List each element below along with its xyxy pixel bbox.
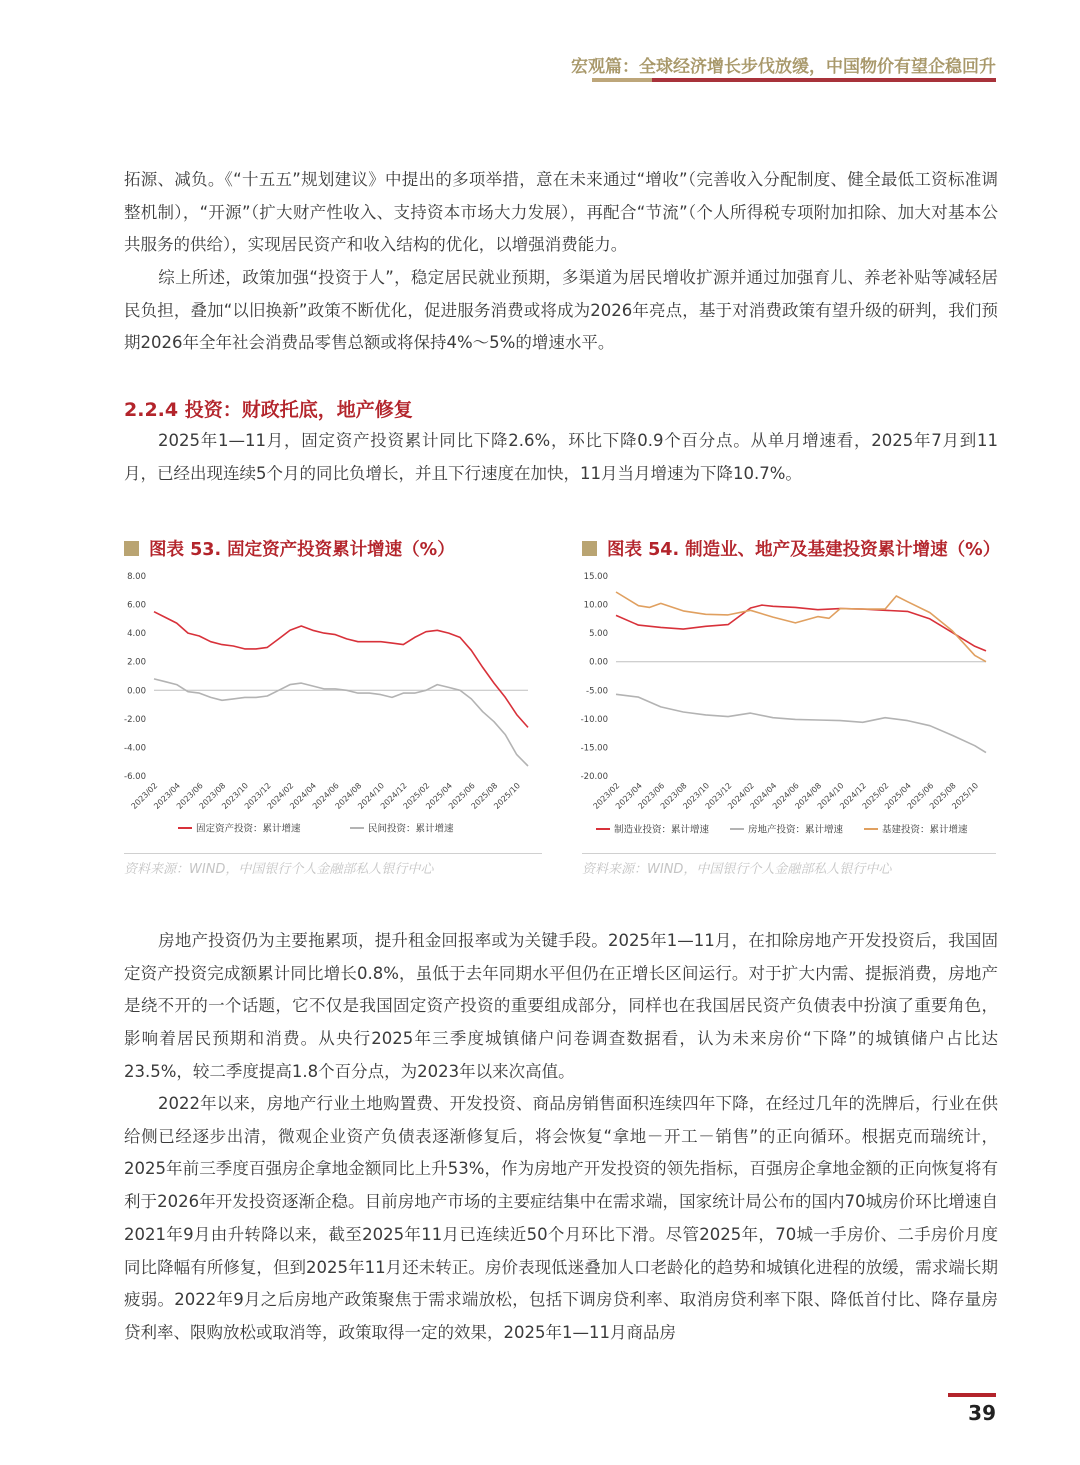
x-tick-label: 2023/04 <box>152 781 183 811</box>
x-tick-label: 2024/06 <box>310 781 341 811</box>
x-tick-label: 2025/04 <box>424 781 455 811</box>
y-tick-label: 5.00 <box>589 629 608 640</box>
section-title: 2.2.4 投资：财政托底，地产修复 <box>124 399 413 421</box>
chart-53 <box>118 562 544 848</box>
y-tick-label: -6.00 <box>124 772 146 782</box>
y-tick-label: -5.00 <box>586 686 608 697</box>
chart-54 <box>578 562 998 848</box>
legend-label-2: 基建投资：累计增速 <box>882 824 968 836</box>
series-line-1 <box>154 679 528 766</box>
x-tick-label: 2023/08 <box>658 781 689 811</box>
series-line-0 <box>154 612 528 728</box>
y-tick-label: 0.00 <box>127 686 146 697</box>
page-header-title: 宏观篇：全球经济增长步伐放缓，中国物价有望企稳回升 <box>571 57 996 77</box>
y-tick-label: -4.00 <box>124 743 146 754</box>
x-tick-label: 2025/08 <box>927 781 958 811</box>
legend-label-0: 制造业投资：累计增速 <box>614 824 710 836</box>
x-tick-label: 2024/10 <box>815 781 846 811</box>
chart-title-square-icon <box>582 541 597 556</box>
x-tick-label: 2023/06 <box>636 781 667 811</box>
x-tick-label: 2024/12 <box>378 781 409 811</box>
page-number: 39 <box>968 1401 996 1425</box>
y-tick-label: 10.00 <box>583 600 608 611</box>
paragraph-5-text: 2022年以来，房地产行业土地购置费、开发投资、商品房销售面积连续四年下降，在经过几年的洗牌后，行业在供给侧已经逐步出清，微观企业资产负债表逐渐修复后，将会恢复“拿地－开工－销售”的正向循环。根据克而瑞统计，2025年前三季度百强房企拿地金额同比上升53%，作为房地产开发投资的领先指标，百强房企拿地金额的正向恢复将有利于2026年开发投资逐渐企稳。目前房地产市场的主要症结集中在需求端，国家统计局公布的国内70城房价环比增速自2021年9月由升转降以来，截至2025年11月已连续近50个月环比下滑。尽管2025年，70城一手房价、二手房价月度同比降幅有所修复，但到2025年11月还未转正。房价表现低迷叠加人口老龄化的趋势和城镇化进程的放缓，需求端长期疲弱。2022年9月之后房地产政策聚焦于需求端放松，包括下调房贷利率、取消房贷利率下限、降低首付比、降存量房贷利率、限购放松或取消等，政策取得一定的效果，2025年1—11月商品房 <box>124 1094 998 1342</box>
x-tick-label: 2025/02 <box>401 781 432 811</box>
x-tick-label: 2024/04 <box>748 781 779 811</box>
x-tick-label: 2024/02 <box>265 781 296 811</box>
x-tick-label: 2023/10 <box>220 781 251 811</box>
y-tick-label: 4.00 <box>127 629 146 640</box>
legend-label-1: 民间投资：累计增速 <box>368 823 454 835</box>
chart-53-divider <box>124 853 542 854</box>
y-tick-label: -2.00 <box>124 714 146 725</box>
paragraph-5 <box>124 1088 998 1350</box>
x-tick-label: 2024/02 <box>726 781 756 811</box>
x-tick-label: 2024/06 <box>770 781 801 811</box>
chart-title-square-icon <box>124 541 139 556</box>
x-tick-label: 2024/10 <box>356 781 387 811</box>
x-tick-label: 2024/12 <box>838 781 869 811</box>
x-tick-label: 2023/12 <box>703 781 734 811</box>
y-tick-label: 0.00 <box>589 657 608 668</box>
page-number-bar <box>948 1393 996 1397</box>
y-tick-label: -15.00 <box>580 743 608 754</box>
series-line-2 <box>616 592 986 662</box>
y-tick-label: -20.00 <box>580 772 608 782</box>
x-tick-label: 2023/04 <box>613 781 644 811</box>
y-tick-label: -10.00 <box>580 714 608 725</box>
paragraph-2 <box>124 262 998 360</box>
legend-label-0: 固定资产投资：累计增速 <box>196 823 301 835</box>
chart-54-title: 图表 54. 制造业、地产及基建投资累计增速（%） <box>582 536 1000 561</box>
chart-54-divider <box>582 853 996 854</box>
x-tick-label: 2023/08 <box>197 781 228 811</box>
x-tick-label: 2023/02 <box>129 781 160 811</box>
y-tick-label: 8.00 <box>127 572 146 582</box>
x-tick-label: 2023/12 <box>242 781 273 811</box>
series-line-0 <box>616 605 986 651</box>
x-tick-label: 2024/08 <box>333 781 364 811</box>
x-tick-label: 2023/10 <box>681 781 712 811</box>
x-tick-label: 2025/02 <box>860 781 891 811</box>
paragraph-4 <box>124 925 998 1089</box>
y-tick-label: 2.00 <box>127 657 146 668</box>
x-tick-label: 2025/10 <box>950 781 981 811</box>
x-tick-label: 2023/02 <box>591 781 622 811</box>
x-tick-label: 2023/06 <box>174 781 205 811</box>
chart-53-title: 图表 53. 固定资产投资累计增速（%） <box>124 536 455 561</box>
paragraph-4-text: 房地产投资仍为主要拖累项，提升租金回报率或为关键手段。2025年1—11月，在扣除房地产开发投资后，我国固定资产投资完成额累计同比增长0.8%，虽低于去年同期水平但仍在正增长区间运行。对于扩大内需、提振消费，房地产是绕不开的一个话题，它不仅是我国固定资产投资的重要组成部分，同样也在我国居民资产负债表中扮演了重要角色，影响着居民预期和消费。从央行2025年三季度城镇储户问卷调查数据看，认为未来房价“下降”的城镇储户占比达23.5%，较二季度提高1.8个百分点，为2023年以来次高值。 <box>124 931 998 1081</box>
x-tick-label: 2025/10 <box>492 781 523 811</box>
paragraph-1: 拓源、减负。《“十五五”规划建议》中提出的多项举措，意在未来通过“增收”（完善收入分配制度、健全最低工资标准调整机制），“开源”（扩大财产性收入、支持资本市场大力发展），再配合“节流”（个人所得税专项附加扣除、加大对基本公共服务的供给），实现居民资产和收入结构的优化，以增强消费能力。 <box>124 170 998 255</box>
header-red-bar <box>652 78 996 82</box>
x-tick-label: 2024/08 <box>793 781 824 811</box>
x-tick-label: 2025/08 <box>469 781 500 811</box>
legend-label-1: 房地产投资：累计增速 <box>748 824 844 836</box>
x-tick-label: 2025/06 <box>446 781 477 811</box>
series-line-1 <box>616 694 986 752</box>
chart-54-source: 资料来源：WIND，中国银行个人金融部私人银行中心 <box>582 862 892 877</box>
paragraph-2-text: 综上所述，政策加强“投资于人”，稳定居民就业预期，多渠道为居民增收扩源并通过加强育儿、养老补贴等减轻居民负担，叠加“以旧换新”政策不断优化，促进服务消费或将成为2026年亮点，基于对消费政策有望升级的研判，我们预期2026年全年社会消费品零售总额或将保持4%～5%的增速水平。 <box>124 268 998 353</box>
x-tick-label: 2024/04 <box>288 781 319 811</box>
paragraph-3-text: 2025年1—11月，固定资产投资累计同比下降2.6%，环比下降0.9个百分点。从单月增速看，2025年7月到11月，已经出现连续5个月的同比负增长，并且下行速度在加快，11月当月增速为下降10.7%。 <box>124 431 998 483</box>
x-tick-label: 2025/06 <box>905 781 936 811</box>
header-gold-bar <box>592 78 652 82</box>
y-tick-label: 6.00 <box>127 600 146 611</box>
paragraph-3 <box>124 425 998 490</box>
y-tick-label: 15.00 <box>583 572 608 582</box>
chart-53-source: 资料来源：WIND，中国银行个人金融部私人银行中心 <box>124 862 434 877</box>
x-tick-label: 2025/04 <box>883 781 913 811</box>
